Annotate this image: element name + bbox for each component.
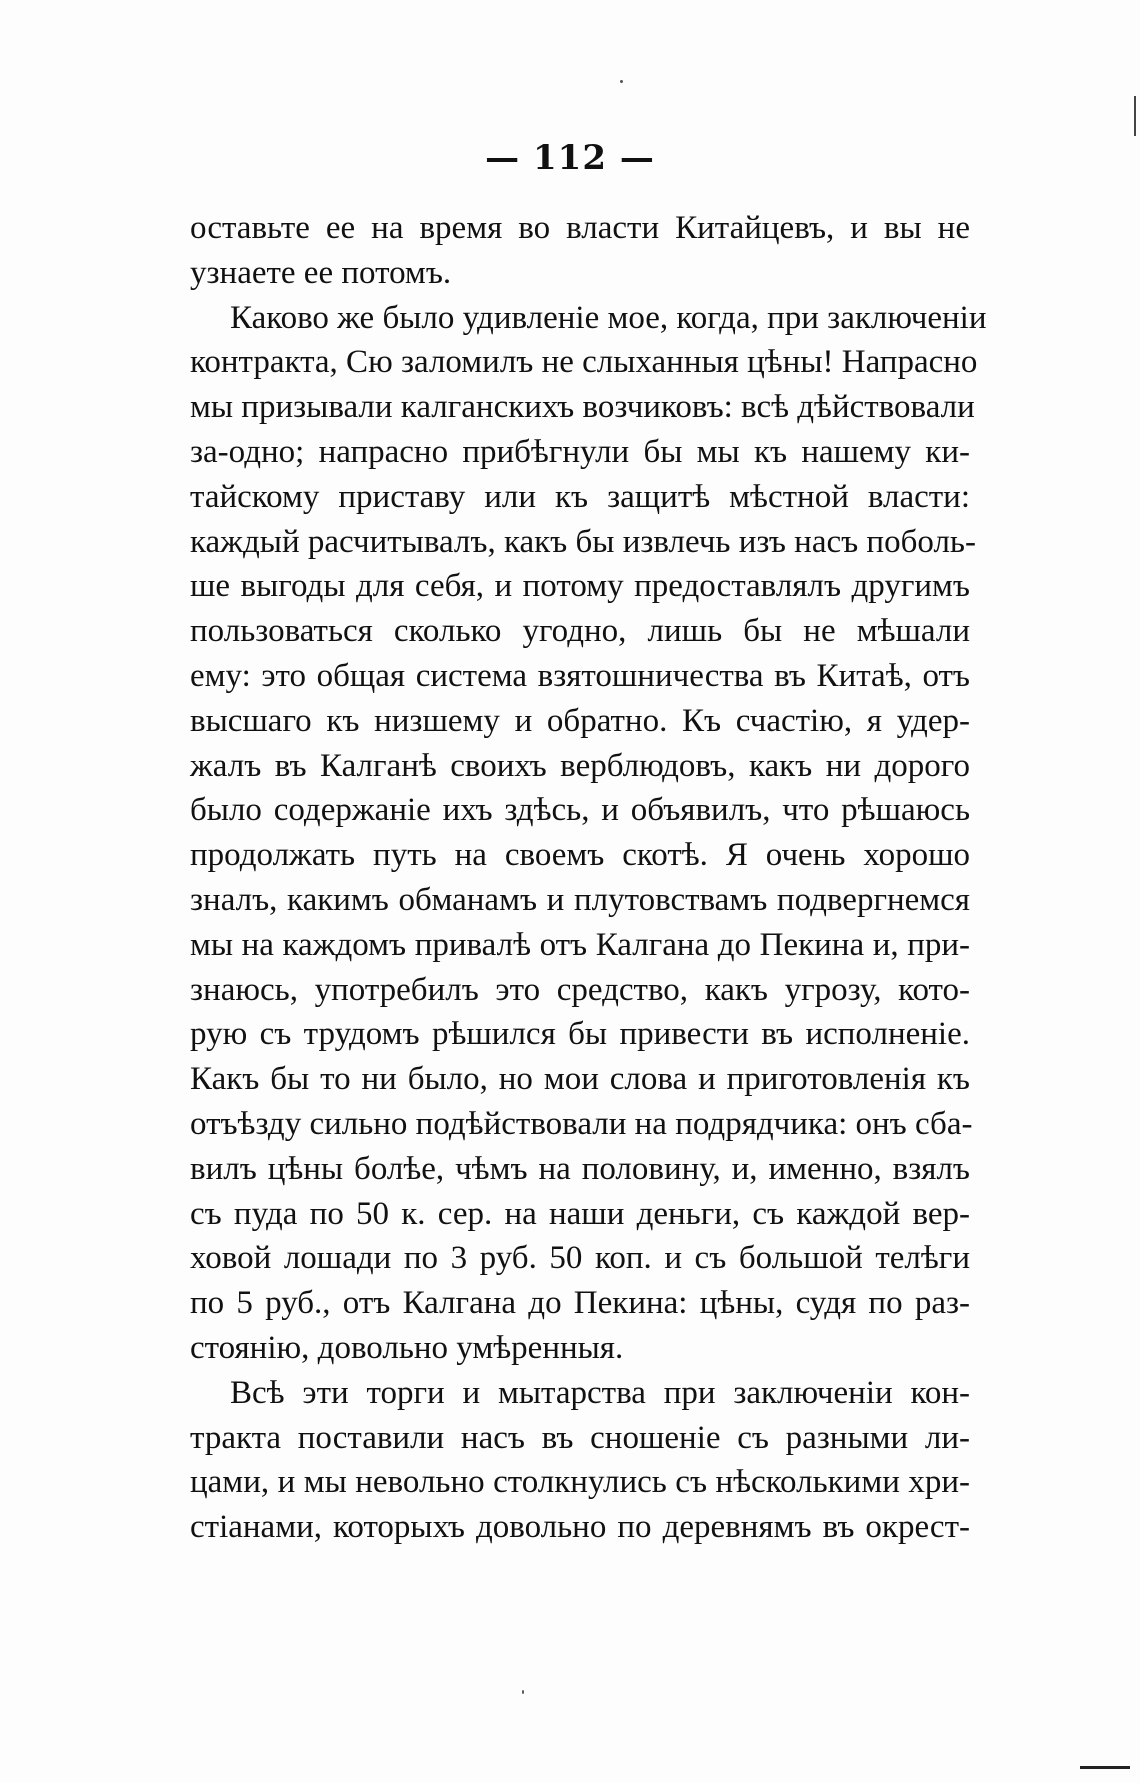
text-line: знаюсь, употребилъ это средство, какъ угрозу, кото- [190, 971, 970, 1008]
text-line: по 5 руб., отъ Калгана до Пекина: цѣны, судя по раз- [190, 1285, 970, 1322]
text-line: ше выгоды для себя, и потому предоставлялъ другимъ [190, 568, 970, 605]
scan-corner-mark [1080, 1766, 1130, 1769]
ink-speck [620, 80, 623, 83]
text-line: за-одно; напрасно прибѣгнули бы мы къ нашему ки- [190, 433, 970, 470]
text-line: тайскому приставу или къ защитѣ мѣстной власти: [190, 478, 970, 515]
text-line: высшаго къ низшему и обратно. Къ счастію, я удер- [190, 702, 970, 739]
paragraph-first-line: Каково же было удивленіе мое, когда, при заключеніи [230, 299, 987, 336]
paragraph-first-line: Всѣ эти торги и мытарства при заключеніи кон- [230, 1374, 970, 1411]
text-line: вилъ цѣны болѣе, чѣмъ на половину, и, именно, взялъ [190, 1150, 970, 1187]
text-line: пользоваться сколько угодно, лишь бы не мѣшали [190, 613, 970, 650]
text-line: каждый расчитывалъ, какъ бы извлечь изъ насъ поболь- [190, 523, 976, 560]
text-line: зналъ, какимъ обманамъ и плутовствамъ подвергнемся [190, 881, 970, 918]
text-line: было содержаніе ихъ здѣсь, и объявилъ, что рѣшаюсь [190, 792, 970, 829]
text-line: мы призывали калганскихъ возчиковъ: всѣ дѣйствовали [190, 389, 975, 426]
text-line: стіанами, которыхъ довольно по деревнямъ въ окрест- [190, 1509, 970, 1546]
text-line: ховой лошади по 3 руб. 50 коп. и съ большой телѣги [190, 1240, 970, 1277]
text-line: отъѣзду сильно подѣйствовали на подрядчика: онъ сба- [190, 1105, 973, 1142]
text-line: Какъ бы то ни было, но мои слова и приготовленія къ [190, 1061, 970, 1098]
text-line: продолжать путь на своемъ скотѣ. Я очень хорошо [190, 837, 970, 874]
ink-speck [522, 1690, 524, 1694]
page-number: — 112 — [485, 138, 655, 178]
text-line: ему: это общая система взятошничества въ Китаѣ, отъ [190, 657, 970, 694]
text-line: цами, и мы невольно столкнулись съ нѣсколькими хри- [190, 1464, 970, 1501]
text-line: рую съ трудомъ рѣшился бы привести въ исполненіе. [190, 1016, 970, 1053]
text-line: тракта поставили насъ въ сношеніе съ разными ли- [190, 1419, 970, 1456]
text-line: съ пуда по 50 к. сер. на наши деньги, съ каждой вер- [190, 1195, 970, 1232]
text-line: узнаете ее потомъ. [190, 254, 452, 291]
scan-edge-mark [1134, 96, 1136, 136]
text-line: жалъ въ Калганѣ своихъ верблюдовъ, какъ ни дорого [190, 747, 970, 784]
text-line: стоянію, довольно умѣренныя. [190, 1329, 624, 1366]
text-line: мы на каждомъ привалѣ отъ Калгана до Пекина и, при- [190, 926, 970, 963]
text-line: контракта, Сю заломилъ не слыханныя цѣны! Напрасно [190, 344, 978, 381]
text-line: оставьте ее на время во власти Китайцевъ, и вы не [190, 210, 970, 246]
body-text [190, 206, 987, 1550]
